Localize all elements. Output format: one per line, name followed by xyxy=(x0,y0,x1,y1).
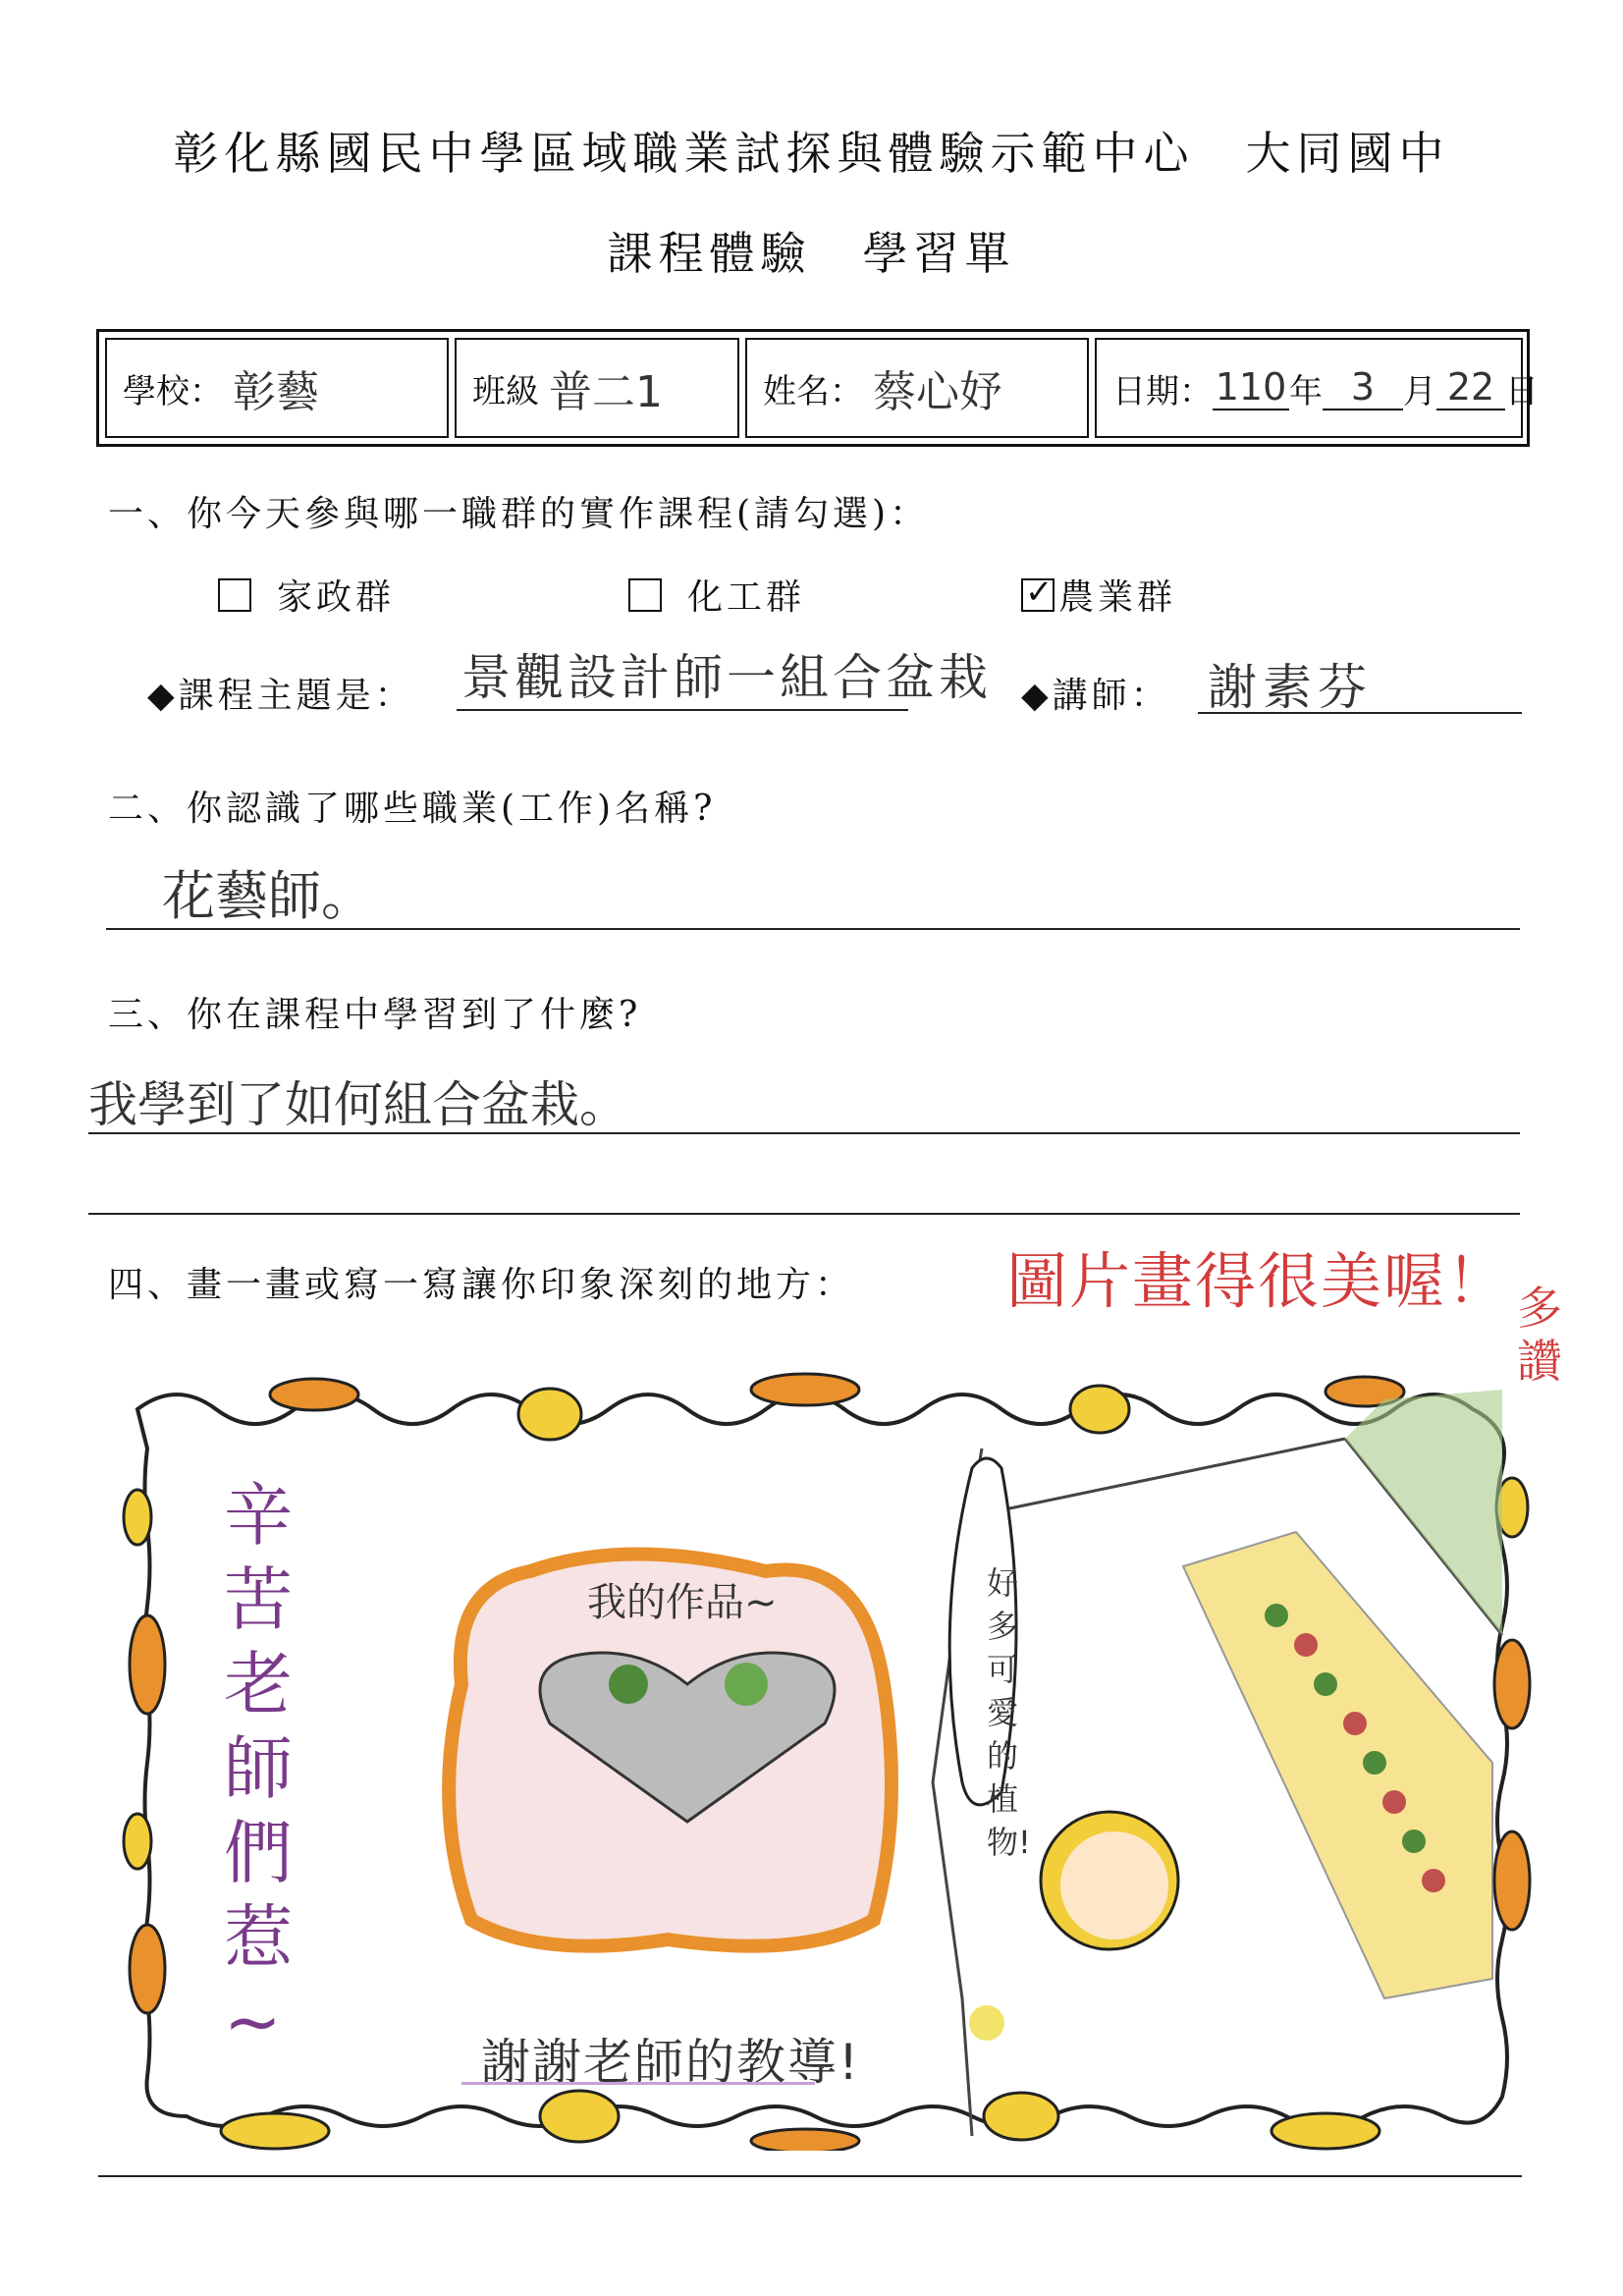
option-label: 農業群 xyxy=(1058,577,1177,618)
school-label: 學校： xyxy=(123,371,223,411)
display-table xyxy=(1183,1532,1492,1998)
option-home-economics[interactable] xyxy=(218,570,395,620)
thanks-underline xyxy=(461,2082,815,2085)
teacher-underline xyxy=(1198,712,1522,714)
year-label: 年 xyxy=(1289,371,1323,411)
teacher-value: 謝素芬 xyxy=(1208,659,1373,716)
page-subtitle: 課程體驗 學習單 xyxy=(607,227,1016,280)
month-value: 3 xyxy=(1323,365,1403,410)
question-3: 三、你在課程中學習到了什麼? xyxy=(108,995,642,1035)
option-label: 家政群 xyxy=(277,577,396,618)
teacher-grade: 多讚 xyxy=(1517,1282,1562,1388)
checkbox-icon[interactable] xyxy=(218,578,251,612)
artwork-caption: 我的作品~ xyxy=(587,1580,778,1625)
answer-3-line-2 xyxy=(88,1213,1520,1215)
month-label: 月 xyxy=(1403,371,1436,411)
school-value: 彰藝 xyxy=(233,367,319,417)
info-table xyxy=(96,329,1539,447)
teacher-label: ◆講師： xyxy=(1021,676,1170,716)
question-2: 二、你認識了哪些職業(工作)名稱? xyxy=(108,789,717,829)
class-label: 班級 xyxy=(472,371,539,411)
topic-value: 景觀設計師一組合盆栽 xyxy=(461,649,992,706)
flower-icon xyxy=(969,2005,1004,2041)
question-4: 四、畫一畫或寫一寫讓你印象深刻的地方： xyxy=(108,1265,855,1305)
day-value: 22 xyxy=(1436,365,1505,410)
answer-2: 花藝師。 xyxy=(162,865,374,927)
teacher-comment: 圖片畫得很美喔！ xyxy=(1006,1245,1510,1317)
class-value: 普二1 xyxy=(549,367,663,417)
question-1: 一、你今天參與哪一職群的實作課程(請勾選)： xyxy=(108,494,930,534)
face-inner xyxy=(1060,1831,1168,1940)
date-label: 日期： xyxy=(1112,371,1213,411)
answer-3-line xyxy=(88,1132,1520,1134)
answer-3: 我學到了如何組合盆栽。 xyxy=(88,1076,628,1133)
checkbox-icon[interactable] xyxy=(628,578,662,612)
plant-icon xyxy=(725,1663,768,1706)
name-value: 蔡心妤 xyxy=(873,367,1002,417)
checked-checkbox-icon[interactable] xyxy=(1021,578,1055,612)
plant-icon xyxy=(609,1665,648,1704)
speech-text: 好多可愛的植物! xyxy=(987,1564,1031,1861)
school-cell xyxy=(105,338,449,438)
option-chemical[interactable] xyxy=(628,570,805,620)
day-label: 日 xyxy=(1505,371,1539,411)
class-cell xyxy=(455,338,739,438)
name-label: 姓名： xyxy=(763,371,863,411)
name-cell xyxy=(745,338,1089,438)
thanks-text: 謝謝老師的教導! xyxy=(481,2034,861,2091)
bottom-line xyxy=(98,2175,1522,2177)
option-agriculture[interactable] xyxy=(1021,570,1176,620)
option-label: 化工群 xyxy=(687,577,806,618)
year-value: 110 xyxy=(1213,365,1289,410)
topic-underline xyxy=(457,709,908,711)
ceiling-line xyxy=(967,1439,1345,1517)
page-title: 彰化縣國民中學區域職業試探與體驗示範中心 大同國中 xyxy=(173,127,1450,180)
topic-label: ◆課程主題是： xyxy=(147,676,414,716)
answer-2-line xyxy=(106,928,1520,930)
side-text: 辛苦老師們惹~ xyxy=(224,1475,293,2062)
date-cell xyxy=(1095,338,1539,438)
window-area xyxy=(1345,1390,1502,1635)
